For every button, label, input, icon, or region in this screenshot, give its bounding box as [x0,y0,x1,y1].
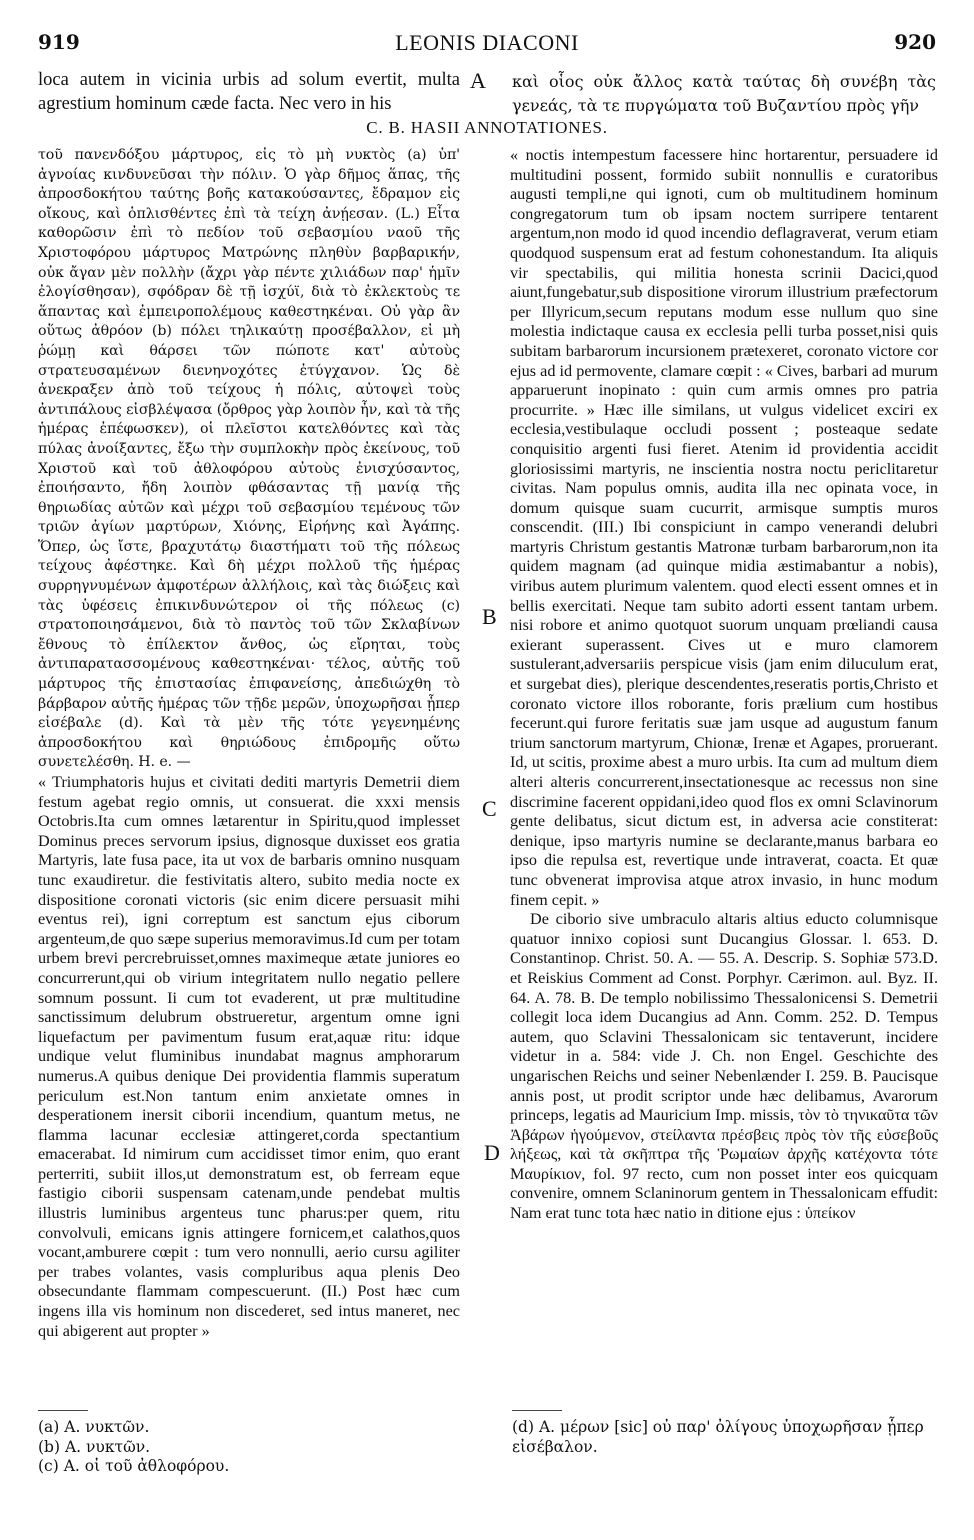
right-note-passage: De ciborio sive umbraculo altaris altius educto columnisque quatuor innixo copiosi sunt Ducangius Glossar. l. 653. D. Constantinop. Christ. 50. A. — 55. A. Descrip. S. Sophiæ 573.D. et Reiskius Comment ad Const. Porphyr. Cærimon. aul. Byz. II. 64. A. 78. B. De templo nobilissimo Thessalonicensi S. Demetrii collegit loca idem Ducangius ad Ann. Comm. 252. D. Tempus autem, quo Sclavini Thessalonicam sic tentaverunt, incidere videtur in a. 584: vide J. Ch. non Engel. Geschichte des ungarischen Reichs und seiner Nebenlænder I. 259. B. Paucisque annis post, ut prodit scriptor unde hæc delibamus, Avarorum princeps, legatis ad Mauricium Imp. missis, τὸν τὸ τηνικαῦτα τῶν Ἀβάρων ἡγούμενον, στείλαντα πρέσβεις πρὸς τὸν τῆς εὐσεβοῦς λήξεως, καὶ τὰ σκῆπτρα τῆς Ῥωμαίων ἀρχῆς κατέχοντα τότε Μαυρίκιον, fol. 97 recto, cum non posset inter eos quicquam convenire, omnem Sclaninorum gentem in Thessalonicam effudit: Nam erat tunc tota hæc natio in ditione ejus : ὑπείκον [510,910,938,1223]
top-greek-text: καὶ οἷος οὐκ ἄλλος κατὰ ταύτας δὴ συνέβη τὰς γενεάς, τὰ τε πυργώματα τοῦ Βυζαντίου πρὸς γῆν [512,72,936,115]
footnote-c: (c) A. οἱ τοῦ ἀθλοφόρου. [38,1457,230,1476]
running-title: LEONIS DIACONI [395,30,579,55]
footnote-d: (d) A. μέρων [sic] οὐ παρ' ὀλίγους ὑποχωρῆσαν ᾗπερ εἰσέβαλον. [512,1418,924,1456]
margin-marker-c: C [482,796,497,821]
annotations-title: C. B. HASII ANNOTATIONES. [366,118,608,137]
page-header [38,30,936,58]
footnote-b: (b) A. νυκτῶν. [38,1437,151,1456]
left-column [38,146,460,1341]
top-latin-text: loca autem in vicinia urbis ad solum evertit, multa agrestium hominum cæde facta. Nec vero in his [38,70,460,114]
margin-marker-b: B [482,604,497,629]
page-number-left: 919 [38,30,80,54]
margin-marker-d: D [484,1140,500,1165]
right-column [510,146,938,1224]
footnote-divider-right [512,1410,562,1411]
right-latin-passage: « noctis intempestum facessere hinc hortarentur, persuadere id multitudini possent, formido subiit nonnullis e curatoribus augusti templi,ne qui ignoti, cum ob multitudinem hominum congregatorum tum ob ipsam noctem surripere tentarent argentum,non modo id quod incendio deflagraverat, verum etiam quodquod suspensum erat ad festum cohonestandum. Ita aliquis vir spectabilis, qui militia honesta scrinii Dacici,quod aiunt,fungebatur,sub dispositione virorum illustrium præfectorum per Illyricum,secum reputans modum esse nullum quo sine molestia indictaque causa ex ecclesia pelli turba posset,nisi quis subitam barbarorum incursionem prætexeret, coronato victore cor ejus ad id permovente, clamare cœpit : « Cives, barbari ad murum apparuerunt inopinato : quin cum armis omnes pro patria procurrite. » Hæc ille similans, ut vulgus videlicet exciri ex ecclesia,vestibulaque occludi possent ; posteaque sedate conquisitio argenti fusi fieret. Atenim id providentia accidit gloriosissimi martyris, ne inscientia nostra noctu periclitaretur civitas. Nam populus omnis, audita illa nec opinata voce, in domum quisque suam cucurrit, armisque sumptis muros conscendit. (III.) Ibi conspiciunt in campo venerandi delubri martyris Christum gestantis Matronæ turbam barbarorum,non ita quidem magnam (ad quinque midia æstimabantur a nobis), viribus autem plurimum valentem. quod electi essent omnes et in bellis exercitati. Neque tam subito adorti essent tantam urbem. nisi robore et animo quotquot suorum unquam prœliandi causa exierant superassent. Cives ut e muro clamorem sustulerant,adversariis perspicue visis (jam enim diluculum erat, et surgebat dies), plerique descendentes,reseratis portis,Christo et coronato victore illos roborante, foris prælium cum hostibus fecerunt.qui furore feritatis suæ jam usque ad augustum fanum trium sanctorum martyrum, Chionæ, Irenæ et Agapes, proruerant. Id, ut scitis, proxime abest a muro urbis. Ita cum ad multum diem alteri alteris concurrerent,insectationesque ac recessus non sine discrimine facerent oppidani,ideo quod flos ex omni Sclavinorum gente delibatus, sicut dictum est, in adversa acie constiterat: denique, ipso martyris numine se declarante,manus barbara eo ipso die repulsa est, revertique unde intraverat, coacta. Et quæ tunc obvenerat improvisa atque atrox invasio, in hunc modum finem cepit. » [510,146,938,909]
footnotes-left [38,1418,460,1477]
left-latin-passage: « Triumphatoris hujus et civitati dediti martyris Demetrii diem festum agebat regio omnis, ut consuerat. die xxxi mensis Octobris.Ita cum omnes lætarentur in Spiritu,quod implesset Dominus preces servorum ipsius, dignosque duxisset eos gratia Martyris, late fusa pace, ita ut vox de barbaris omnino nusquam tunc exaudiretur. die festivitatis altero, subito media nocte ex dispositione coronati victoris (sic enim dicere persuasit mihi eventus rei), igni correptum est sanctum ejus ciborum argenteum,de quo sæpe superius memoravimus.Id cum per totam urbem brevi percrebruisset,omnes maximeque ætate juniores eo concurrerunt,qui ob virium integritatem nullo negatio pellere somnum possunt. Ii cum tot evaderent, ut præ multitudine sanctissimum delubrum obstrueretur, argentum omne igni liquefactum per pavimentum fusum erat,aquæ ritu: idque undique velut fluminibus inundabat magnus amphorarum numerus.A quibus denique Dei providentia flammis superatum periculum est.Non tantum enim anxietate omnes in desperationem inersit ciborii incendium, quantum metus, ne flamma lacunar ecclesiæ attingeret,corda spectantium emacerabat. Id nimirum cum accidisset timor enim, quo erant perterriti, subiit illos,ut demonstratum est, ob ferream eque fastigio ciborii suspensam catenam,unde pendebat multis illustris luminibus argenteus tunc pharus:per quem, ritu convolvuli, emicans ignis attingere fornicem,et calathos,quos vocant,amburere cœpit : tum vero nonnulli, aerio cursu agiliter per trabes volantes, vasis compluribus aqua plenis Deo obsecundante flammam compescuerunt. (II.) Post hæc cum ingens illa vis hominum non discederet, sed intus maneret, nec qui abigerent aut propter » [38,773,460,1340]
page-number-right: 920 [894,30,936,54]
left-greek-passage: τοῦ πανενδόξου μάρτυρος, εἰς τὸ μὴ νυκτὸς (a) ὑπ' ἀγνοίας κινδυνεῦσαι τὴν πόλιν. Ὁ γὰρ δῆμος ἅπας, τῆς ἀπροσδοκήτου ταύτης βοῆς κατακούσαντες, ἔδραμον εἰς οἴκους, καὶ ὁπλισθέντες ἐπὶ τὰ τείχη ἀνῄεσαν. (L.) Εἶτα καθορῶσιν ἐπὶ τὸ πεδίον τοῦ σεβασμίου ναοῦ τῆς Χριστοφόρου μάρτυρος Ματρώνης πληθὺν βαρβαρικήν, οὐκ ἄγαν μὲν πολλὴν (ἄχρι γὰρ πέντε χιλιάδων παρ' ἡμῖν ἐλογίσθησαν), σφόδραν δὲ τῇ ἰσχύϊ, διὰ τὸ ἐκλεκτοὺς τε ἅπαντας καὶ ἐμπειροπολέμους καθεστηκέναι. Οὐ γὰρ ἂν οὕτως ἀθρόον (b) πόλει τηλικαύτῃ προσέβαλλον, εἰ μὴ ῥώμῃ καὶ θάρσει τῶν πώποτε κατ' αὐτοὺς στρατευσαμένων διενηνοχότες ἐτύγχανον. Ὡς δὲ ἀνεκραξεν ἀπὸ τοῦ τείχους ἡ πόλις, αὐτοψεὶ τοὺς ἀντιπάλους εἰσβλέψασα (ὄρθρος γὰρ λοιπὸν ἦν, καὶ τὰ τῆς ἡμέρας ἐπέφωσκεν), οἱ πλεῖστοι κατελθόντες καὶ τὰς πύλας ἀνοίξαντες, ἔξω τὴν συμπλοκὴν πρὸς ἐκείνους, τοῦ Χριστοῦ καὶ τοῦ ἀθλοφόρου αὐτοὺς ἐνισχύσαντος, ἐποιήσαντο, ἤδη λοιπὸν φθάσαντας τῇ μανίᾳ τῆς θηριωδίας αὐτῶν καὶ μέχρι τοῦ σεβασμίου τεμένους τῶν τριῶν ἁγίων μαρτύρων, Χιόνης, Εἰρήνης καὶ Ἀγάπης. Ὅπερ, ὡς ἴστε, βραχυτάτῳ διαστήματι τοῦ τῆς πόλεως τείχους ἀφέστηκε. Καὶ δὴ μέχρι πολλοῦ τῆς ἡμέρας συρρηγνυμένων ἀμφοτέρων ἀλλήλοις, καὶ τὰς διώξεις καὶ τὰς ὑφέσεις ἐπικινδυνώτερον οἱ τῆς πόλεως (c) στρατοποιησάμενοι, διὰ τὸ παντὸς τοῦ τῶν Σκλαβίνων ἔθνους τὸ ἐπίλεκτον ἄνθος, ὡς εἴρηται, τοὺς ἀντιπαρατασσομένους καθεστηκέναι· τέλος, αὐτῆς τοῦ μάρτυρος τῆς ἐπιστασίας ἐπιφανείσης, ἀπεδιώχθη τὸ βάρβαρον αὐτῆς ἡμέρας τῶν τῇδε μερῶν, ὑποχωρῆσαι ᾗπερ εἰσέβαλε (d). Καὶ τὰ μὲν τῆς τότε γεγενημένης ἀπροσδοκήτου καὶ θηριώδους ἐπιδρομῆς οὕτω συνετελέσθη. H. e. — [38,147,460,771]
footnote-divider-left [38,1410,88,1411]
footnote-a: (a) A. νυκτῶν. [38,1418,150,1436]
margin-marker-a: A [470,68,486,93]
